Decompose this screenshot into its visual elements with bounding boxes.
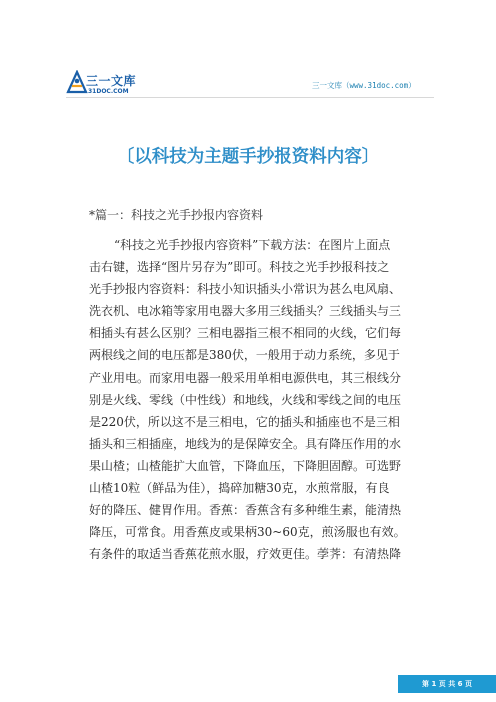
- body-line: 相插头有甚么区别？三相电器指三根不相同的火线，它们每: [89, 326, 402, 341]
- body-line: 果山楂；山楂能扩大血管，下降血压，下降胆固醇。可选野: [89, 458, 402, 473]
- body-line: 有条件的取适当香蕉花煎水服，疗效更佳。荸荠：有清热降: [89, 547, 402, 562]
- body-text: [89, 234, 434, 565]
- logo-text: 三一文库: [86, 74, 137, 88]
- body-line: 山楂10粒（鲜品为佳），捣碎加糖30克，水煎常服，有良: [89, 481, 390, 496]
- body-line: 击右键，选择“图片另存为”即可。科技之光手抄报科技之: [89, 260, 390, 275]
- body-line: 光手抄报内容资料：科技小知识插头小常识为甚么电风扇、: [89, 282, 402, 297]
- body-line: 降压，可常食。用香蕉皮或果柄30~60克，煎汤服也有效。: [89, 525, 406, 540]
- body-line: 是220伏，所以这不是三相电，它的插头和插座也不是三相: [89, 414, 400, 429]
- document-title: 〔以科技为主题手抄报资料内容〕: [116, 147, 380, 167]
- site-logo[interactable]: [66, 70, 166, 100]
- section-heading: *篇一：科技之光手抄报内容资料: [89, 208, 264, 222]
- logo-subtext: 31DOC.COM: [88, 88, 129, 95]
- site-link[interactable]: 三一文库（www.31doc.com）: [312, 81, 416, 90]
- body-line: 插头和三相插座，地线为的是保障安全。具有降压作用的水: [89, 436, 402, 451]
- header-divider: [66, 97, 434, 98]
- body-line: “科技之光手抄报内容资料”下载方法：在图片上面点: [114, 238, 391, 252]
- body-line: 两根线之间的电压都是380伏，一般用于动力系统，多见于: [89, 348, 400, 363]
- page-indicator: 第 1 页 共 6 页: [398, 675, 496, 693]
- body-line: 产业用电。而家用电器一般采用单相电源供电，其三根线分: [89, 370, 402, 385]
- body-line: 洗衣机、电冰箱等家用电器大多用三线插头？三线插头与三: [89, 304, 402, 319]
- logo-mark-icon: [66, 70, 88, 96]
- body-line: 好的降压、健胃作用。香蕉：香蕉含有多种维生素，能清热: [89, 503, 402, 518]
- body-line: 别是火线、零线（中性线）和地线，火线和零线之间的电压: [89, 392, 402, 407]
